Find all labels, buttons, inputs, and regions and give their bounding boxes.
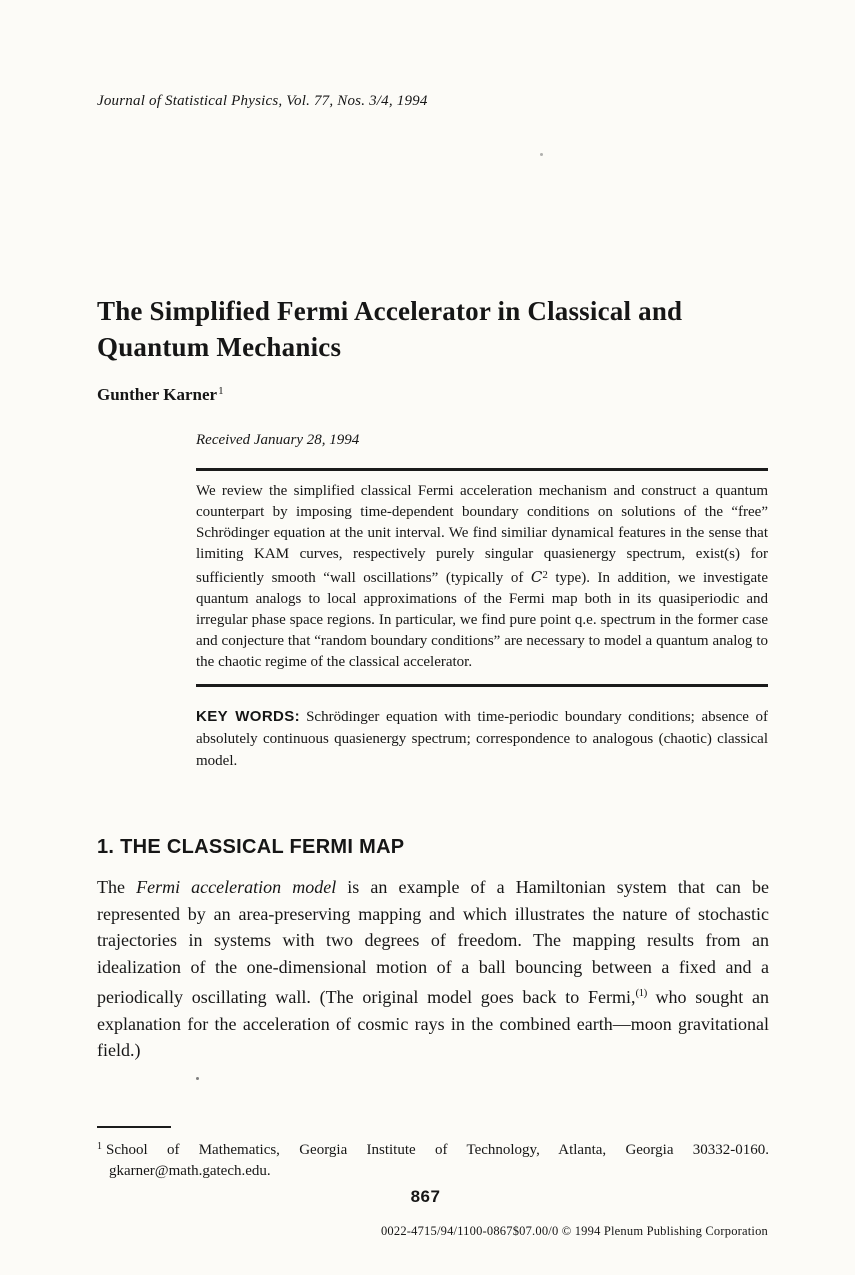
copyright-line: 0022-4715/94/1100-0867$07.00/0 © 1994 Plenum Publishing Corporation <box>380 1224 768 1238</box>
reference-marker: (1) <box>635 987 647 999</box>
keywords-label: KEY WORDS: <box>196 708 301 725</box>
author-line <box>97 385 224 405</box>
received-date: Received January 28, 1994 <box>196 432 360 448</box>
keywords-text: Schrödinger equation with time-periodic boundary conditions; absence of absolutely continuous quasienergy spectrum; correspondence to analogous (chaotic) classical model. <box>196 709 769 769</box>
body-part2: who sought an explanation for the acceleration of cosmic rays in the combined earth—moon gravitational field.) <box>97 987 769 1060</box>
journal-header: Journal of Statistical Physics, Vol. 77, Nos. 3/4, 1994 <box>97 93 428 109</box>
page-number: 867 <box>410 1187 441 1206</box>
body-part1: is an example of a Hamiltonian system that can be represented by an area-preserving mapping and which illustrates the nature of stochastic trajectories in systems with two degrees of freedom. The mapping results from an idealization of the one-dimensional motion of a ball bouncing between a fixed and a periodically oscillating wall. (The original model goes back to Fermi, <box>97 877 769 1007</box>
script-c-exponent: 2 <box>542 569 548 581</box>
scan-artifact-dot <box>540 153 543 156</box>
abstract-text <box>196 481 768 673</box>
abstract-part1: We review the simplified classical Fermi acceleration mechanism and construct a quantum counterpart by imposing time-dependent boundary conditions on solutions of the “free” Schrödinger equation at the unit interval. We find similiar dynamical features in the sense that limiting KAM curves, respectively purely singular quasienergy spectrum, exist(s) for sufficiently smooth “wall oscillations” (typically of <box>196 483 768 586</box>
body-paragraph <box>97 874 769 1064</box>
footnote-rule <box>97 1126 171 1128</box>
divider-rule-top <box>196 468 768 471</box>
scan-artifact-dot <box>196 1077 199 1080</box>
footnote-affiliation <box>97 1136 769 1161</box>
script-c-symbol: C <box>530 568 543 586</box>
abstract-part2: type). In addition, we investigate quantum analogs to local approximations of the Fermi map both in its quasiperiodic and irregular phase space regions. In particular, we find pure point q.e. spectrum in the former case and conjecture that “random boundary conditions” are necessary to model a quantum analog to the chaotic regime of the classical accelerator. <box>196 570 768 670</box>
footnote-marker: 1 <box>97 1141 102 1152</box>
footnote-email: gkarner@math.gatech.edu. <box>109 1163 271 1179</box>
author-name: Gunther Karner <box>97 385 218 404</box>
abstract-section <box>196 432 768 772</box>
keywords-paragraph <box>196 706 768 772</box>
body-italic-term: Fermi acceleration model <box>136 877 337 897</box>
body-lead: The <box>97 877 137 897</box>
footnote <box>97 1136 769 1182</box>
footnote-affiliation-text: School of Mathematics, Georgia Institute of Technology, Atlanta, Georgia 30332-0160. <box>106 1142 769 1158</box>
divider-rule-bottom <box>196 684 768 687</box>
section-heading: 1. THE CLASSICAL FERMI MAP <box>97 836 405 858</box>
paper-title: The Simplified Fermi Accelerator in Classical and Quantum Mechanics <box>97 296 683 362</box>
author-footnote-marker: 1 <box>218 385 224 397</box>
